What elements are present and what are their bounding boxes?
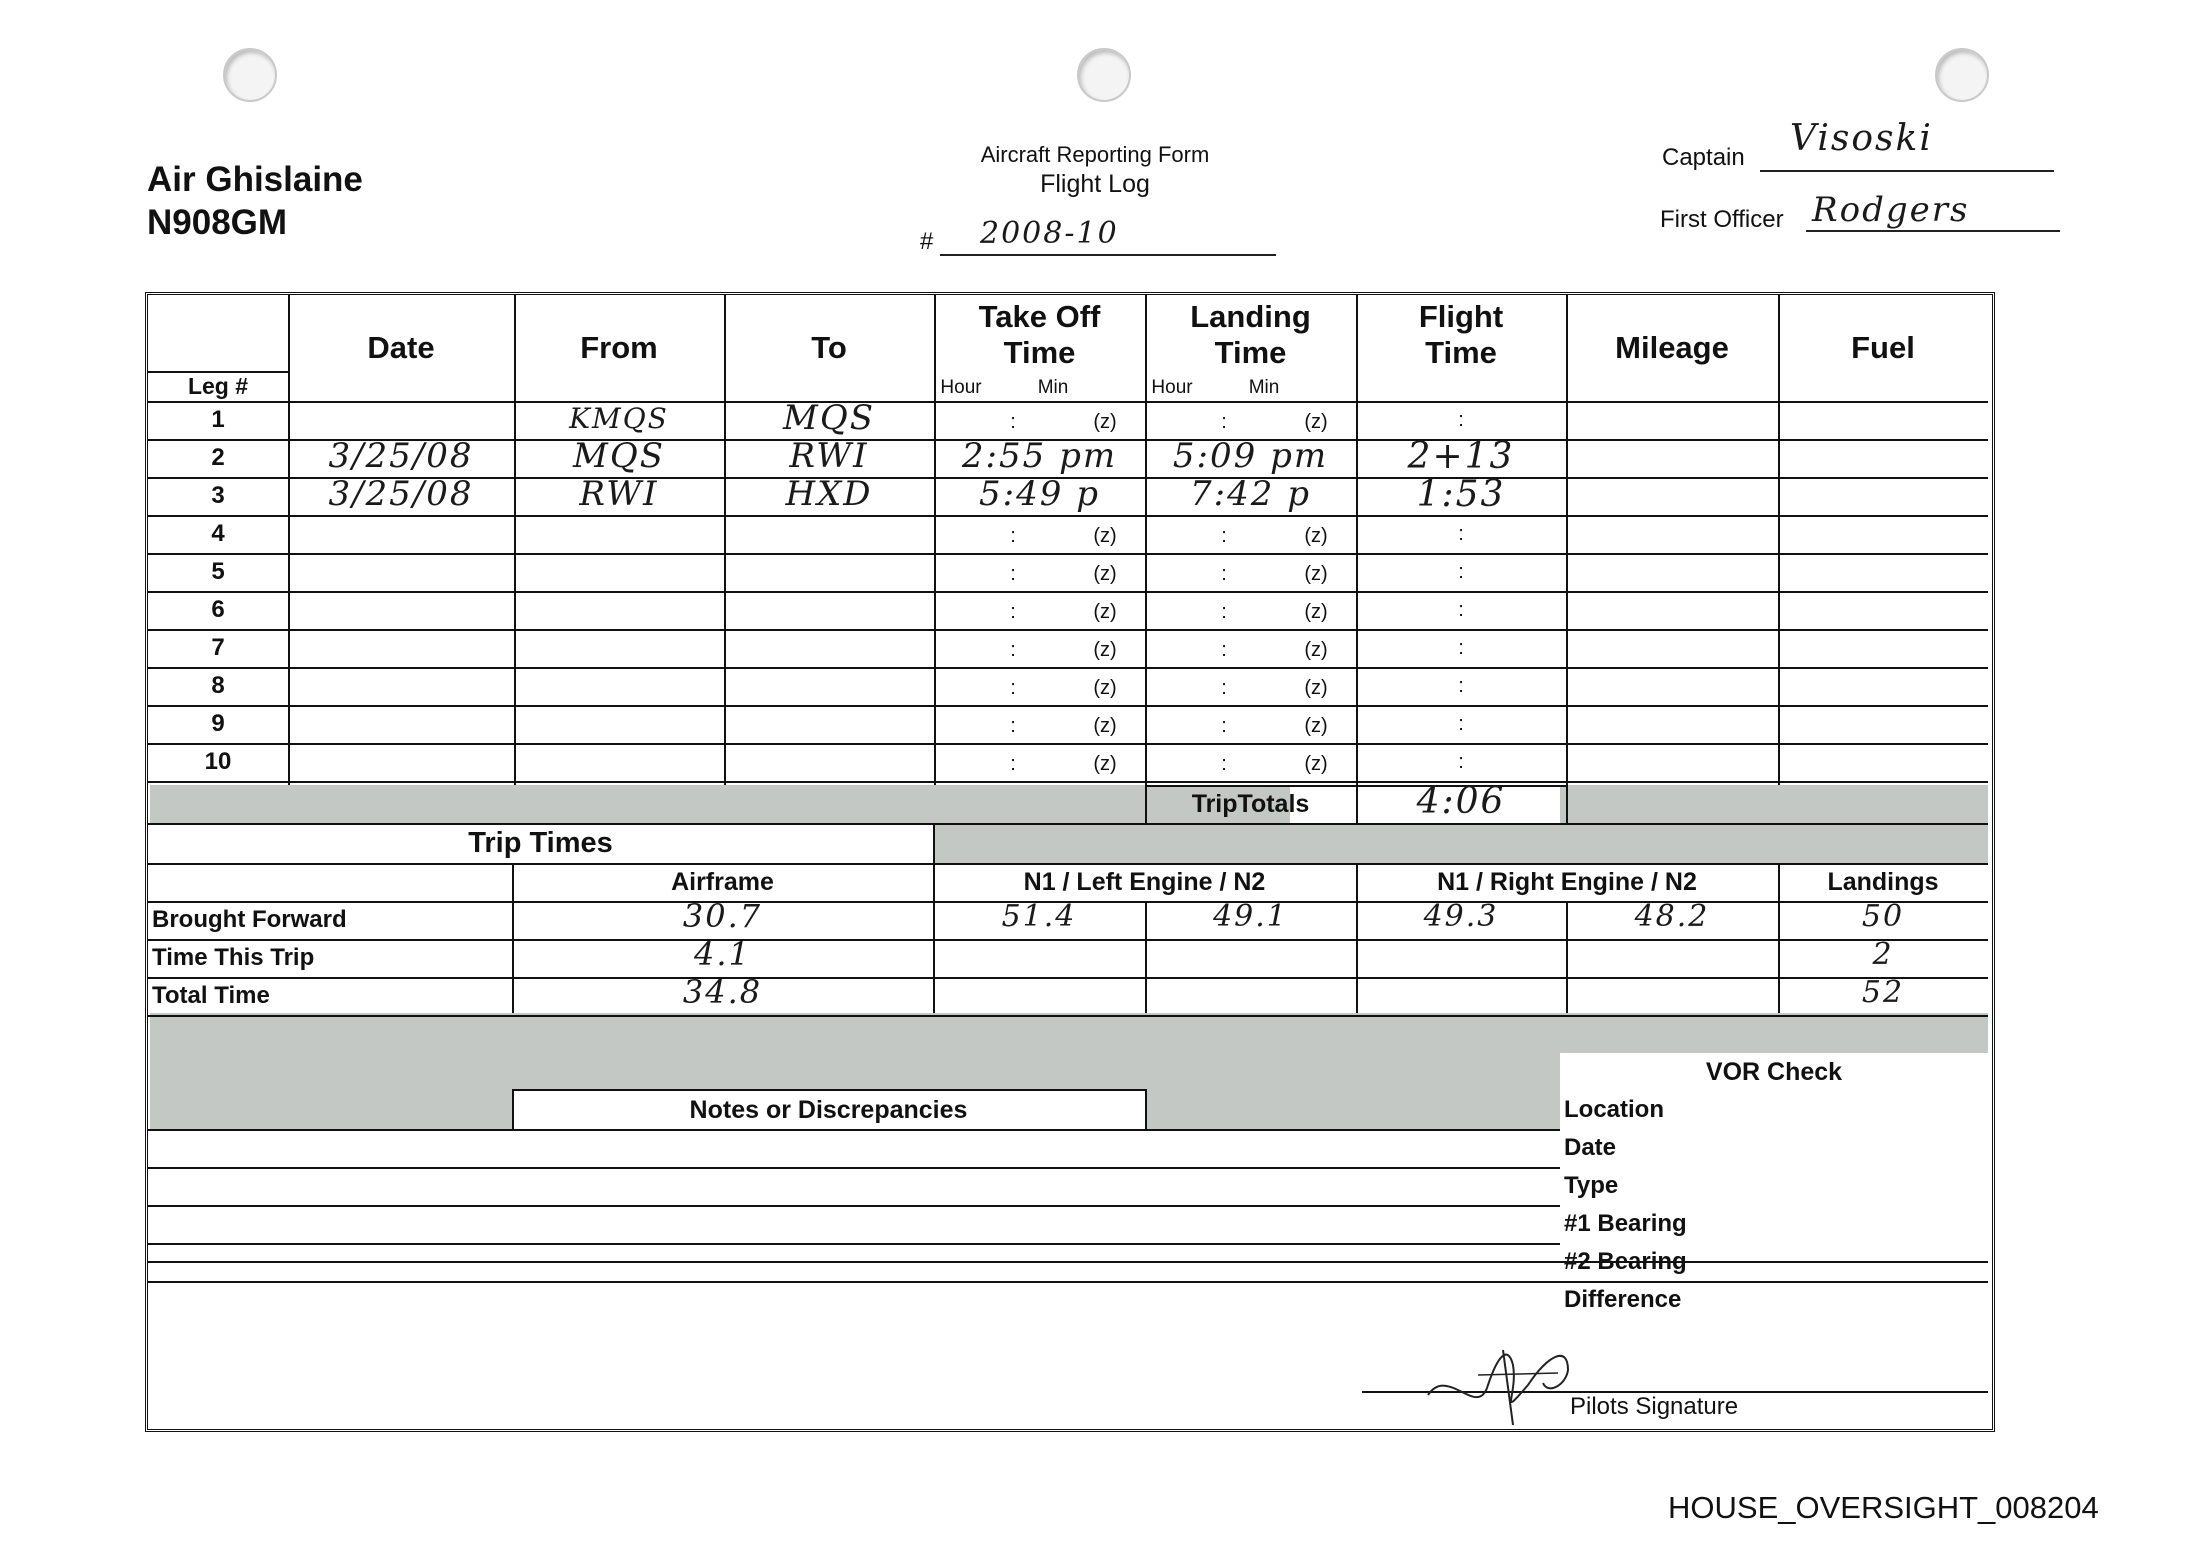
- left-n1-value: 51.4: [1001, 898, 1077, 934]
- right-engine-header: N1 / Right Engine / N2: [1437, 867, 1697, 896]
- col-header-landing: Landing Time: [1190, 299, 1311, 370]
- takeoff-z-mark: (z): [1093, 562, 1117, 585]
- takeoff-z-mark: (z): [1093, 600, 1117, 623]
- col-header-leg: Leg #: [187, 372, 249, 399]
- airframe-header: Airframe: [671, 867, 774, 896]
- col-header-flight: Flight Time: [1418, 299, 1504, 370]
- leg-to: RWI: [789, 436, 869, 476]
- leg-number: 9: [211, 710, 225, 737]
- landings-value: 52: [1861, 974, 1905, 1010]
- takeoff-z-mark: (z): [1093, 714, 1117, 737]
- col-header-to: To: [811, 330, 847, 365]
- takeoff-z-mark: (z): [1093, 676, 1117, 699]
- takeoff-z-mark: (z): [1093, 524, 1117, 547]
- landing-z-mark: (z): [1304, 600, 1328, 623]
- shade: [150, 1053, 1560, 1089]
- col-header-from: From: [580, 330, 658, 365]
- form-title: Aircraft Reporting Form: [980, 142, 1210, 167]
- landing-min-label: Min: [1248, 377, 1280, 398]
- leg-takeoff-time: 2:55 pm: [961, 436, 1118, 476]
- company-name: Air Ghislaine: [147, 160, 363, 199]
- landing-colon: :: [1221, 524, 1227, 547]
- shade: [150, 1089, 512, 1129]
- tail-number: N908GM: [147, 203, 288, 242]
- airframe-value: 34.8: [682, 973, 763, 1011]
- airframe-value: 4.1: [694, 935, 751, 973]
- right-n1-value: 49.3: [1423, 898, 1499, 934]
- flight-log-form: [145, 292, 1995, 1432]
- leg-number: 1: [211, 406, 225, 433]
- takeoff-colon: :: [1010, 752, 1016, 775]
- form-number: 2008-10: [940, 216, 1276, 256]
- leg-to: MQS: [783, 398, 875, 438]
- first-officer-label: First Officer: [1660, 206, 1784, 233]
- trip-row-label: Time This Trip: [152, 944, 315, 971]
- leg-flight-time: 2+13: [1407, 435, 1515, 477]
- leg-date: 3/25/08: [328, 474, 474, 514]
- landings-header: Landings: [1827, 867, 1939, 896]
- trip-totals-label: TripTotals: [1191, 789, 1310, 818]
- vor-row-label: Date: [1564, 1134, 1617, 1161]
- leg-from: RWI: [579, 474, 659, 514]
- leg-number: 7: [211, 634, 225, 661]
- trip-row-label: Brought Forward: [152, 906, 347, 933]
- punch-hole: [1077, 48, 1131, 102]
- landing-colon: :: [1221, 752, 1227, 775]
- landing-z-mark: (z): [1304, 714, 1328, 737]
- flight-colon: :: [1458, 636, 1464, 659]
- landing-colon: :: [1221, 562, 1227, 585]
- takeoff-z-mark: (z): [1093, 638, 1117, 661]
- flight-colon: :: [1458, 674, 1464, 697]
- shade: [933, 823, 1988, 863]
- vor-row-label: #1 Bearing: [1564, 1210, 1687, 1237]
- takeoff-z-mark: (z): [1093, 410, 1117, 433]
- leg-number: 6: [211, 596, 225, 623]
- trip-times-title: Trip Times: [468, 826, 613, 859]
- takeoff-z-mark: (z): [1093, 752, 1117, 775]
- bates-number: HOUSE_OVERSIGHT_008204: [1668, 1490, 2099, 1525]
- flight-colon: :: [1458, 522, 1464, 545]
- shade: [1560, 785, 1988, 823]
- col-header-date: Date: [367, 330, 435, 365]
- col-header-fuel: Fuel: [1851, 330, 1915, 365]
- leg-landing-time: 5:09 pm: [1172, 436, 1329, 476]
- vor-row-label: Type: [1564, 1172, 1619, 1199]
- takeoff-colon: :: [1010, 600, 1016, 623]
- leg-from: KMQS: [569, 401, 669, 435]
- takeoff-colon: :: [1010, 714, 1016, 737]
- takeoff-colon: :: [1010, 524, 1016, 547]
- right-n2-value: 48.2: [1634, 898, 1710, 934]
- shade: [150, 1013, 1988, 1053]
- col-header-takeoff: Take Off Time: [978, 299, 1101, 370]
- shade: [1145, 1089, 1560, 1129]
- trip-totals-value: 4:06: [1416, 780, 1506, 822]
- landings-value: 50: [1861, 898, 1905, 934]
- flight-colon: :: [1458, 712, 1464, 735]
- landing-colon: :: [1221, 600, 1227, 623]
- landing-z-mark: (z): [1304, 676, 1328, 699]
- landing-z-mark: (z): [1304, 638, 1328, 661]
- landing-z-mark: (z): [1304, 752, 1328, 775]
- left-n2-value: 49.1: [1213, 898, 1288, 934]
- landing-z-mark: (z): [1304, 562, 1328, 585]
- leg-number: 5: [211, 558, 225, 585]
- notes-title: Notes or Discrepancies: [689, 1095, 968, 1124]
- landing-colon: :: [1221, 410, 1227, 433]
- landing-colon: :: [1221, 714, 1227, 737]
- leg-number: 2: [211, 444, 225, 471]
- leg-number: 10: [204, 748, 232, 775]
- takeoff-colon: :: [1010, 410, 1016, 433]
- leg-number: 8: [211, 672, 225, 699]
- landings-value: 2: [1872, 936, 1894, 972]
- takeoff-colon: :: [1010, 562, 1016, 585]
- landing-hour-label: Hour: [1151, 377, 1193, 398]
- flight-colon: :: [1458, 560, 1464, 583]
- pilots-signature-label: Pilots Signature: [1570, 1393, 1739, 1420]
- landing-colon: :: [1221, 676, 1227, 699]
- landing-z-mark: (z): [1304, 410, 1328, 433]
- leg-number: 4: [211, 520, 225, 547]
- form-number-label: #: [920, 228, 934, 255]
- captain-name: Visoski: [1760, 118, 2054, 172]
- flight-colon: :: [1458, 408, 1464, 431]
- vor-check-title: VOR Check: [1705, 1057, 1843, 1086]
- left-engine-header: N1 / Left Engine / N2: [1023, 867, 1266, 896]
- takeoff-hour-label: Hour: [940, 377, 982, 398]
- leg-from: MQS: [573, 436, 665, 476]
- shade: [150, 785, 1290, 823]
- col-header-mileage: Mileage: [1615, 330, 1729, 365]
- punch-hole: [223, 48, 277, 102]
- vor-row-label: #2 Bearing: [1564, 1248, 1687, 1275]
- vor-row-label: Location: [1564, 1096, 1664, 1123]
- landing-z-mark: (z): [1304, 524, 1328, 547]
- vor-row-label: Difference: [1564, 1286, 1682, 1313]
- leg-to: HXD: [785, 474, 873, 514]
- flight-colon: :: [1458, 598, 1464, 621]
- pilot-signature-scrawl: [1418, 1325, 1618, 1435]
- form-subtitle: Flight Log: [1040, 170, 1150, 198]
- flight-colon: :: [1458, 750, 1464, 773]
- takeoff-colon: :: [1010, 676, 1016, 699]
- trip-row-label: Total Time: [152, 982, 270, 1009]
- takeoff-colon: :: [1010, 638, 1016, 661]
- leg-number: 3: [211, 482, 225, 509]
- leg-landing-time: 7:42 p: [1190, 474, 1311, 514]
- captain-label: Captain: [1662, 144, 1745, 171]
- leg-date: 3/25/08: [328, 436, 474, 476]
- landing-colon: :: [1221, 638, 1227, 661]
- first-officer-name: Rodgers: [1806, 190, 2060, 232]
- leg-flight-time: 1:53: [1416, 473, 1506, 515]
- takeoff-min-label: Min: [1037, 377, 1069, 398]
- punch-hole: [1935, 48, 1989, 102]
- leg-takeoff-time: 5:49 p: [979, 474, 1100, 514]
- airframe-value: 30.7: [682, 897, 763, 935]
